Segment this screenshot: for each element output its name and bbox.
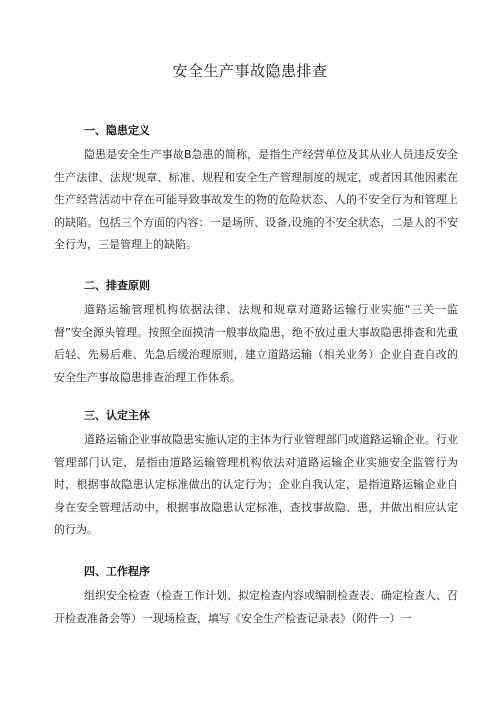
section-inspection-principles (54, 276, 458, 389)
document-title: 安全生产事故隐患排查 (172, 62, 328, 80)
section-heading: 四、工作程序 (84, 565, 150, 578)
section-heading: 二、排查原则 (84, 279, 150, 292)
section-body: 道路运输企业事故隐患实施认定的主体为行业管理部门或道路运输企业。行业管理部门认定，是指由道路运输管理机构依法对道路运输企业实施安全监管行为时，根据事故隐患认定标准做出的认定行为；企业自我认定，是指道路运输企业自身在安全管理活动中，根据事故隐患认定标准，查找事故隐、患，并做出相应认定的行为。 (54, 433, 458, 536)
section-heading: 一、隐患定义 (84, 124, 150, 137)
section-heading: 三、认定主体 (84, 409, 150, 422)
section-hazard-definition (54, 121, 458, 257)
section-work-procedure (54, 562, 458, 630)
section-identification-subject (54, 406, 458, 542)
section-body: 道路运输管理机构依据法律、法规和规章对道路运输行业实施“三关一监督”安全源头管理。按照全面摸清一般事故隐患，绝不放过重大事故隐患排查和先重后轻、先易后难、先急后缓治理原则，建立道路运输（相关业务）企业自查自改的安全生产事故隐患排查治理工作体系。 (54, 303, 458, 384)
section-body: 隐患是安全生产事故B急患的简称，是指生产经营单位及其从业人员违反安全生产法律、法规'规章、标准、规程和安全生产管理制度的规定，或者因其他因素在生产经营活动中存在可能导致事故发生的物的危险状态、人的不安全行为和管理上的缺陷。包括三个方面的内容：一是场所、设备,设施的不安全状态，二是人的不安全行为，三是管理上的缺陷。 (54, 148, 458, 251)
section-body: 组织安全检查（检查工作计划、拟定检查内容或编制检查表、确定检查人、召开检查准备会等）一现场检查，填写《安全生产检查记录表》（附件一）一 (54, 589, 458, 625)
